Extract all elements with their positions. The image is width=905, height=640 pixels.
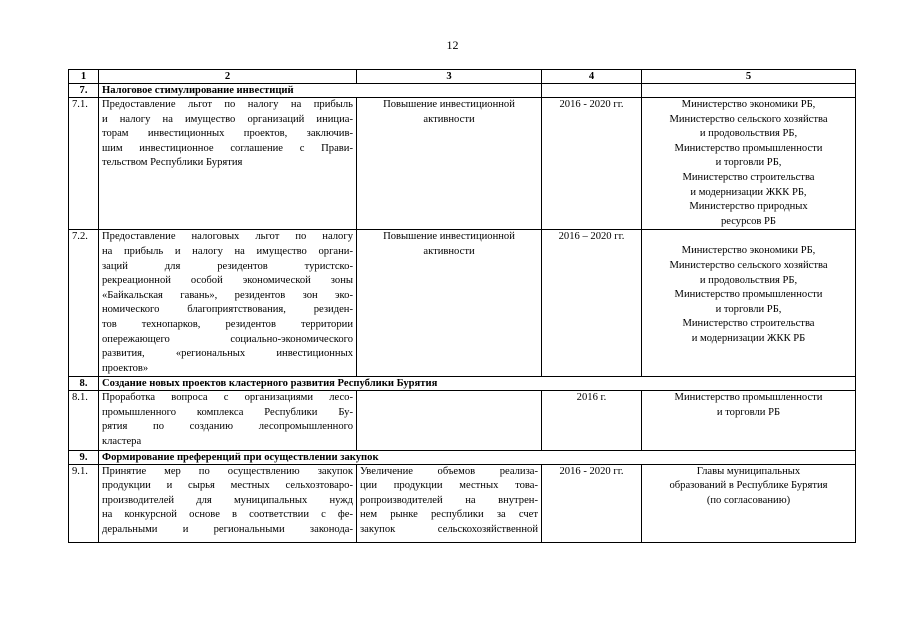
section-number: 9. — [69, 450, 99, 464]
section-title: Создание новых проектов кластерного развития Республики Бурятия — [99, 377, 856, 391]
page-number: 12 — [446, 38, 459, 52]
header-cell-1: 1 — [69, 70, 99, 84]
row-number: 7.2. — [69, 230, 99, 377]
header-cell-4: 4 — [542, 70, 642, 84]
measure-description: Предоставление льгот по налогу на прибыль и налогу на имущество организаций инициа- торам инвестиционных проектов, заключив- шим инвестиционное соглашение с Прави- тельством Республики Бурятия — [99, 98, 357, 230]
table-row-8-1 — [69, 391, 856, 450]
expected-result: Повышение инвестиционной активности — [357, 98, 542, 230]
expected-result: Увеличение объемов реализа- ции продукции местных това- ропроизводителей на внутрен- нем рынке республики за счет закупок сельскохозяйственной — [357, 464, 542, 542]
header-cell-3: 3 — [357, 70, 542, 84]
section-row-8 — [69, 377, 856, 391]
measure-description: Принятие мер по осуществлению закупок продукции и сырья местных сельхозтоваро- производителей для муниципальных нужд на конкурсной основе в соответствии с фе- деральными и региональными законода- — [99, 464, 357, 542]
table-header-row — [69, 70, 856, 84]
section-row-7 — [69, 84, 856, 98]
measures-table — [68, 69, 856, 543]
header-cell-2: 2 — [99, 70, 357, 84]
measure-description: Предоставление налоговых льгот по налогу на прибыль и налогу на имущество органи- заций для резидентов туристско- рекреационной особой экономической зоны «Байкальская гавань», резидентов зон эко- номического благоприятствования, резиден- тов технопарков, резидентов территории опережающего социально-экономического развития, «региональных инвестиционных проектов» — [99, 230, 357, 377]
executors: Министерство промышленности и торговли РБ — [642, 391, 856, 450]
executors: Министерство экономики РБ, Министерство сельского хозяйства и продовольствия РБ, Министерство промышленности и торговли РБ, Министерство строительства и модернизации ЖКК РБ — [642, 230, 856, 377]
row-number: 8.1. — [69, 391, 99, 450]
expected-result — [357, 391, 542, 450]
period: 2016 - 2020 гг. — [542, 464, 642, 542]
row-number: 7.1. — [69, 98, 99, 230]
section-number: 8. — [69, 377, 99, 391]
expected-result: Повышение инвестиционной активности — [357, 230, 542, 377]
header-cell-5: 5 — [642, 70, 856, 84]
section-number: 7. — [69, 84, 99, 98]
table-row-7-1 — [69, 98, 856, 230]
section-title: Налоговое стимулирование инвестиций — [99, 84, 542, 98]
executors: Главы муниципальных образований в Республике Бурятия (по согласованию) — [642, 464, 856, 542]
measure-description: Проработка вопроса с организациями лесо- промышленного комплекса Республики Бу- рятия по созданию лесопромышленного кластера — [99, 391, 357, 450]
section-row-9 — [69, 450, 856, 464]
row-number: 9.1. — [69, 464, 99, 542]
section-title: Формирование преференций при осуществлении закупок — [99, 450, 856, 464]
table-row-9-1 — [69, 464, 856, 542]
period: 2016 г. — [542, 391, 642, 450]
executors: Министерство экономики РБ, Министерство сельского хозяйства и продовольствия РБ, Министерство промышленности и торговли РБ, Министерство строительства и модернизации ЖКК РБ, Министерство природных ресурсов РБ — [642, 98, 856, 230]
period: 2016 – 2020 гг. — [542, 230, 642, 377]
period: 2016 - 2020 гг. — [542, 98, 642, 230]
table-row-7-2 — [69, 230, 856, 377]
